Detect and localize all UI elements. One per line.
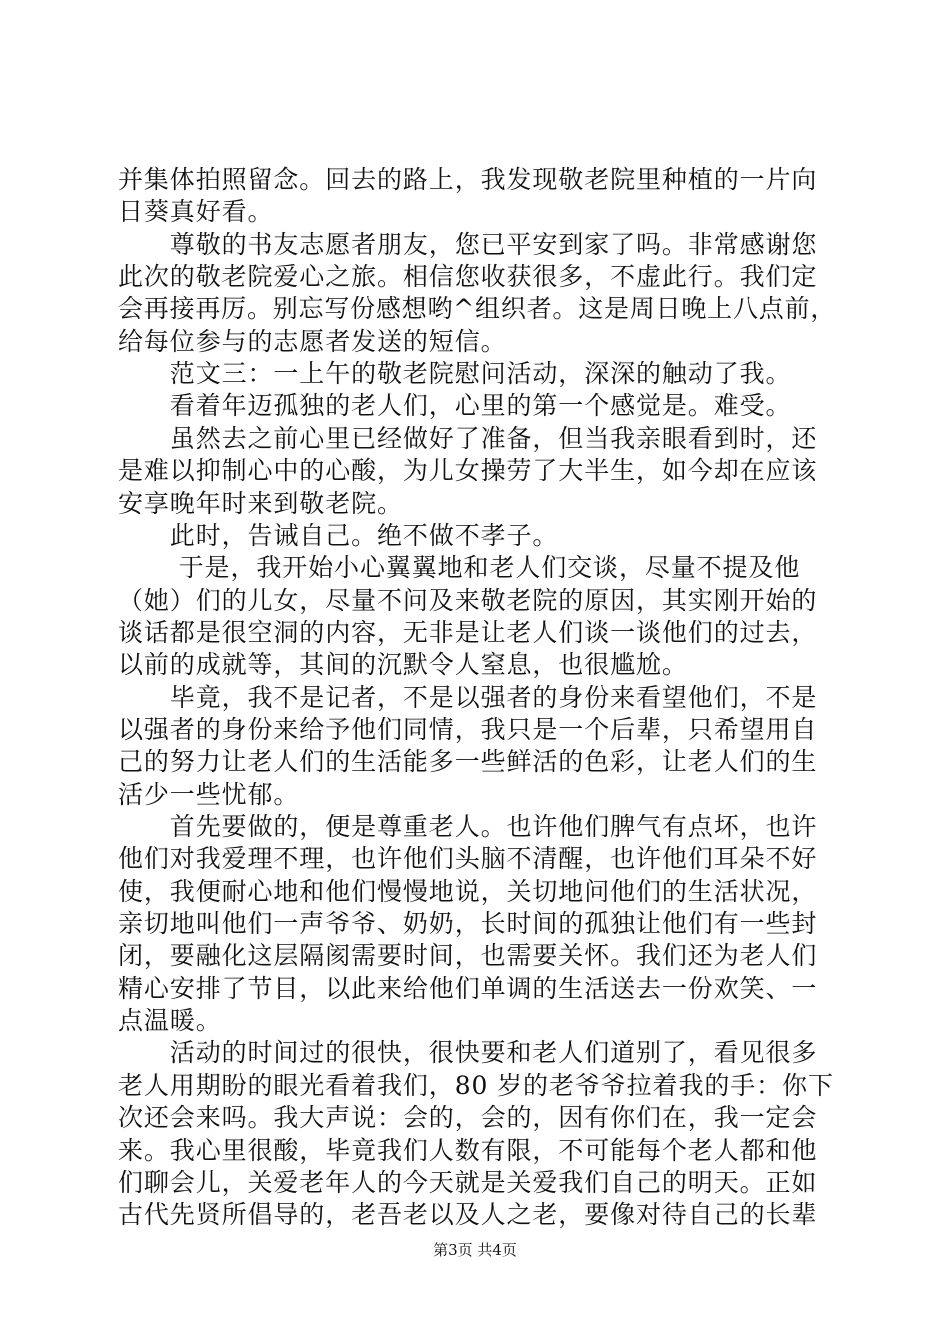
text-line: 次还会来吗。我大声说：会的，会的，因有你们在，我一定会 [118, 1103, 818, 1132]
text-line: 古代先贤所倡导的，老吾老以及人之老，要像对待自己的长辈 [118, 1200, 818, 1229]
text-line: 以强者的身份来给予他们同情，我只是一个后辈，只希望用自 [118, 715, 818, 744]
text-line: 他们对我爱理不理，也许他们头脑不清醒，也许他们耳朵不好 [118, 844, 818, 873]
text-line: 虽然去之前心里已经做好了准备，但当我亲眼看到时，还 [118, 424, 818, 453]
text-line: 亲切地叫他们一声爷爷、奶奶，长时间的孤独让他们有一些封 [118, 909, 818, 938]
text-line: 点温暖。 [118, 1006, 222, 1035]
text-line: 以前的成就等，其间的沉默令人窒息，也很尴尬。 [118, 650, 688, 679]
text-line: 来。我心里很酸，毕竟我们人数有限，不可能每个老人都和他 [118, 1136, 818, 1165]
text-line: 会再接再厉。别忘写份感想哟^组织者。这是周日晚上八点前， [118, 294, 837, 323]
text-line: 们聊会儿，关爱老年人的今天就是关爱我们自己的明天。正如 [118, 1168, 818, 1197]
text-line: 毕竟，我不是记者，不是以强者的身份来看望他们，不是 [118, 683, 818, 712]
text-line: 给每位参与的志愿者发送的短信。 [118, 327, 507, 356]
text-line: 尊敬的书友志愿者朋友，您已平安到家了吗。非常感谢您 [118, 230, 818, 259]
text-line: 使，我便耐心地和他们慢慢地说，关切地问他们的生活状况， [118, 877, 818, 906]
text-line: 活少一些忧郁。 [118, 780, 300, 809]
text-line: 此次的敬老院爱心之旅。相信您收获很多，不虚此行。我们定 [118, 262, 818, 291]
text-line: 是难以抑制心中的心酸，为儿女操劳了大半生，如今却在应该 [118, 456, 818, 485]
text-line: 日葵真好看。 [118, 197, 274, 226]
text-line: 精心安排了节目，以此来给他们单调的生活送去一份欢笑、一 [118, 974, 818, 1003]
text-line: 谈话都是很空洞的内容，无非是让老人们谈一谈他们的过去， [118, 618, 818, 647]
text-line: 安享晚年时来到敬老院。 [118, 489, 403, 518]
text-line: 己的努力让老人们的生活能多一些鲜活的色彩，让老人们的生 [118, 747, 818, 776]
page-footer: 第3页 共4页 [433, 1241, 517, 1259]
text-line: 老人用期盼的眼光看着我们，80 岁的老爷爷拉着我的手：你下 [118, 1071, 834, 1100]
text-line: 此时，告诫自己。绝不做不孝子。 [118, 521, 559, 550]
text-line: 闭，要融化这层隔阂需要时间，也需要关怀。我们还为老人们 [118, 941, 818, 970]
text-line: 于是，我开始小心翼翼地和老人们交谈，尽量不提及他 [118, 553, 801, 582]
text-line: （她）们的儿女，尽量不问及来敬老院的原因，其实刚开始的 [118, 586, 818, 615]
text-line: 首先要做的，便是尊重老人。也许他们脾气有点坏，也许 [118, 812, 818, 841]
text-line: 看着年迈孤独的老人们，心里的第一个感觉是。难受。 [118, 391, 792, 420]
text-line: 并集体拍照留念。回去的路上，我发现敬老院里种植的一片向 [118, 165, 818, 194]
text-line: 活动的时间过的很快，很快要和老人们道别了，看见很多 [118, 1038, 818, 1067]
text-line: 范文三：一上午的敬老院慰问活动，深深的触动了我。 [118, 359, 792, 388]
